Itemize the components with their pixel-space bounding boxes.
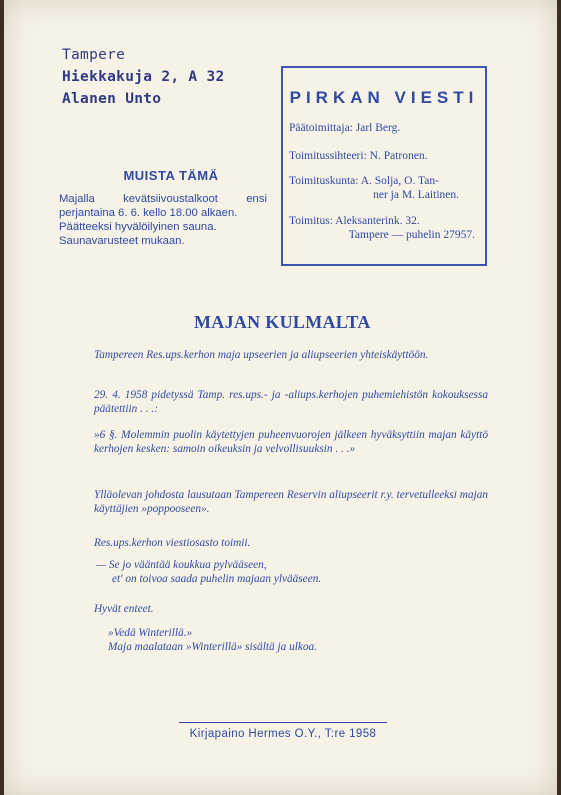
article-paragraph-7: Hyvät enteet. bbox=[94, 603, 154, 615]
stamp-city: Tampere bbox=[62, 47, 126, 63]
article-verse-line-2: et' on toivoa saada puhelin majaan ylvääseen. bbox=[112, 573, 322, 585]
article-paragraph-1: Tampereen Res.ups.kerhon maja upseerien ja aliupseerien yhteiskäyttöön. bbox=[94, 349, 429, 361]
article-paragraph-2: 29. 4. 1958 pidetyssä Tamp. res.ups.- ja -aliups.kerhojen puhemiehistön kokouksessa päätettiin . . .: bbox=[94, 389, 488, 415]
article-paragraph-8-line-2: Maja maalataan »Winterillä» sisältä ja ulkoa. bbox=[108, 641, 317, 653]
article-paragraph-5: Res.ups.kerhon viestiosasto toimii. bbox=[94, 537, 251, 549]
editorial-secretary: Toimitussihteeri: N. Patronen. bbox=[289, 150, 428, 162]
notice-text-2: Päätteeksi hyvälöilyinen sauna. bbox=[59, 221, 217, 233]
stamp-name: Alanen Unto bbox=[62, 91, 162, 107]
address-stamp bbox=[62, 44, 225, 110]
masthead-title: PIRKAN VIESTI bbox=[289, 88, 479, 107]
notice-title: MUISTA TÄMÄ bbox=[123, 168, 219, 183]
notice-body bbox=[59, 192, 267, 248]
notice-text-3: Saunavarusteet mukaan. bbox=[59, 235, 185, 247]
footer-rule bbox=[179, 722, 387, 723]
article-verse-line-1: — Se jo vääntää koukkua pylvääseen, bbox=[96, 559, 267, 571]
article-title: MAJAN KULMALTA bbox=[194, 312, 371, 332]
editorial-board-line-1: Toimituskunta: A. Solja, O. Tan- bbox=[289, 175, 439, 187]
printer-imprint: Kirjapaino Hermes O.Y., T:re 1958 bbox=[189, 728, 377, 740]
document-page bbox=[4, 0, 557, 795]
article-paragraph-4: Ylläolevan johdosta lausutaan Tampereen Reservin aliupseerit r.y. tervetulleeksi majan käyttäjien »poppooseen». bbox=[94, 489, 488, 515]
editor-in-chief: Päätoimittaja: Jarl Berg. bbox=[289, 122, 401, 134]
editorial-board-line-2: ner ja M. Laitinen. bbox=[373, 189, 459, 201]
stamp-street: Hiekkakuja 2, A 32 bbox=[62, 69, 225, 85]
office-address: Toimitus: Aleksanterink. 32. bbox=[289, 215, 420, 227]
article-paragraph-3: »6 §. Molemmin puolin käytettyjen puheenvuorojen jälkeen hyväksyttiin majan käyttö kerhojen kesken: samoin oikeuksin ja velvollisuuksin . . .» bbox=[94, 429, 488, 455]
office-phone: Tampere — puhelin 27957. bbox=[348, 229, 475, 241]
article-paragraph-8-line-1: »Vedä Winterillä.» bbox=[108, 627, 193, 639]
masthead-box bbox=[281, 66, 487, 266]
notice-text-1: Majalla kevätsiivoustalkoot ensi perjantaina 6. 6. kello 18.00 alkaen. bbox=[59, 193, 267, 219]
